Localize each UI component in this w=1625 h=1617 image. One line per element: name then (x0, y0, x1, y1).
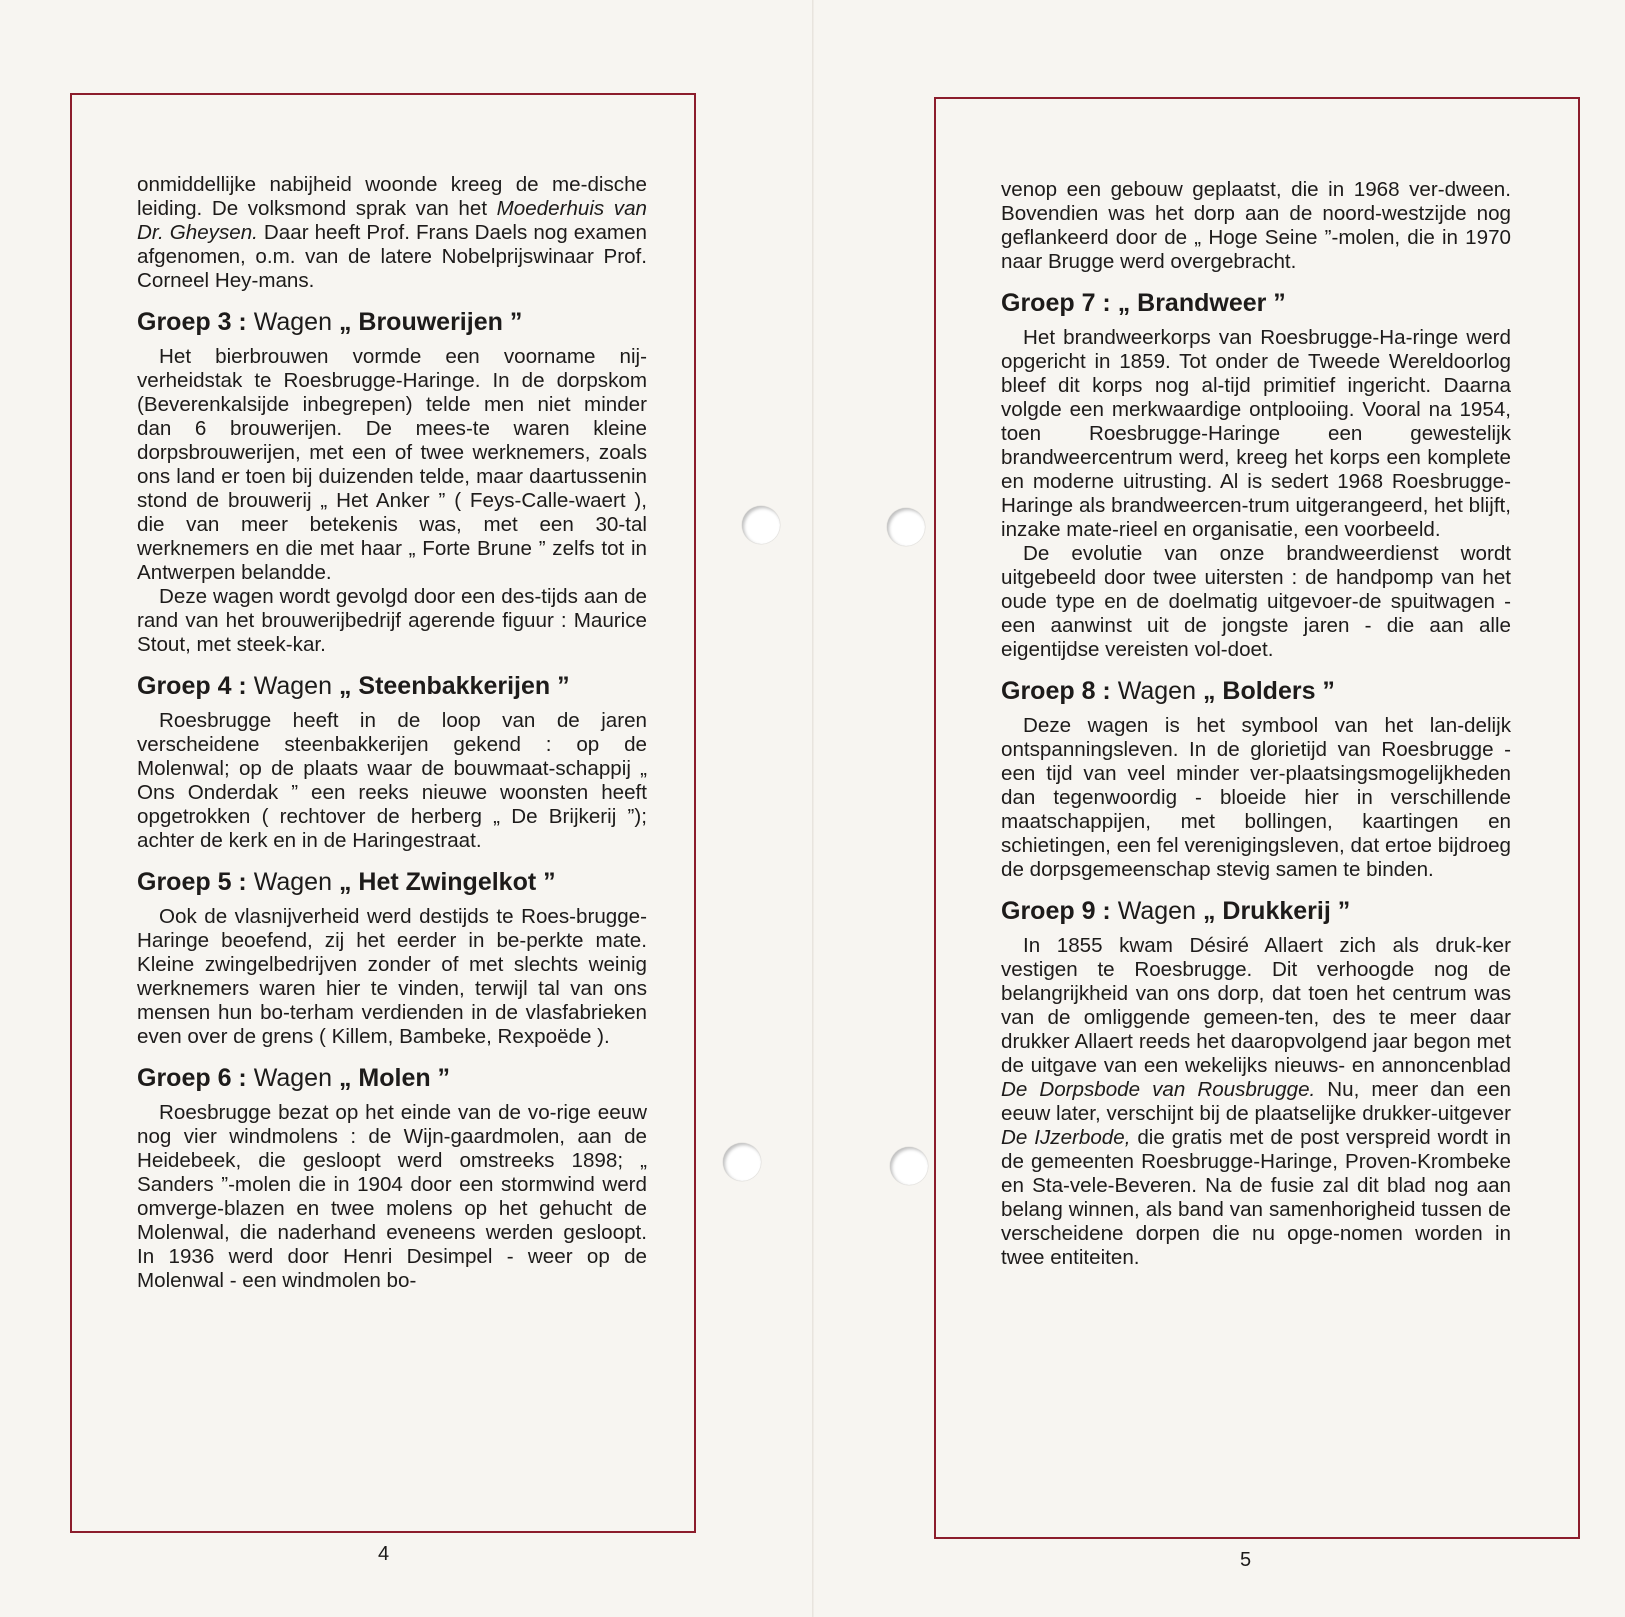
group-number: Groep 5 : (137, 868, 247, 896)
wagen-title: „ Brandweer ” (1117, 289, 1286, 317)
wagen-title: „ Drukkerij ” (1202, 897, 1351, 925)
wagen-label: Wagen (253, 1064, 332, 1092)
italic-text: De IJzerbode, (1001, 1126, 1131, 1149)
punch-hole (742, 506, 780, 544)
text-run: Het bierbrouwen vormde een voorname nij-verheidstak te Roesbrugge-Haringe. In de dorpskom (Beverenkalsijde inbegrepen) telde men niet minder dan 6 brouwerijen. De mees-te waren kleine dorpsbrouwerijen, met een of twee werknemers, zoals ons land er toen bij duizenden telde, maar daartussenin stond de brouwerij „ Het Anker ” ( Feys-Calle-waert ), die van meer betekenis was, met een 30-tal werknemers en die met haar „ Forte Brune ” zelfs tot in Antwerpen belandde. (137, 345, 647, 584)
body-paragraph (1001, 326, 1511, 542)
punch-hole (723, 1143, 761, 1181)
italic-text: Moederhuis van Dr. Gheysen. (137, 197, 648, 244)
section-heading (137, 307, 647, 337)
punch-hole (887, 508, 925, 546)
body-paragraph (1001, 178, 1511, 274)
wagen-label: Wagen (253, 308, 332, 336)
group-number: Groep 3 : (137, 308, 247, 336)
group-number: Groep 9 : (1001, 897, 1111, 925)
text-run: Daar heeft Prof. Frans Daels nog examen afgenomen, o.m. van de latere Nobelprijswinaar Prof. Corneel Hey-mans. (137, 221, 647, 292)
page-fold (812, 0, 814, 1617)
wagen-title: „ Het Zwingelkot ” (338, 868, 556, 896)
body-paragraph (137, 905, 647, 1049)
text-run: onmiddellijke nabijheid woonde kreeg de me-dische leiding. De volksmond sprak van het (137, 173, 647, 220)
page-number-left: 4 (378, 1543, 390, 1565)
section-heading (137, 867, 647, 897)
wagen-label: Wagen (1117, 677, 1196, 705)
text-run: Het brandweerkorps van Roesbrugge-Ha-ringe werd opgericht in 1859. Tot onder de Tweede Wereldoorlog bleef dit korps nog al-tijd primitief ingericht. Daarna volgde een merkwaardige ontplooiing. Vooral na 1954, toen Roesbrugge-Haringe een gewestelijk brandweercentrum werd, kreeg het korps een komplete en moderne uitrusting. Al is sedert 1968 Roesbrugge-Haringe als brandweercen-trum uitgerangeerd, het blijft, inzake mate-rieel en organisatie, een voorbeeld. (1001, 326, 1511, 541)
body-paragraph (137, 585, 647, 657)
wagen-title: „ Bolders ” (1202, 677, 1335, 705)
text-run: Ook de vlasnijverheid werd destijds te Roes-brugge-Haringe beoefend, zij het eerder in be-perkte mate. Kleine zwingelbedrijven zonder of met slechts weinig werknemers waren hier te vinden, terwijl tal van ons mensen hun bo-terham verdienden in de vlasfabrieken even over de grens ( Killem, Bambeke, Rexpoëde ). (137, 905, 647, 1048)
group-number: Groep 7 : (1001, 289, 1111, 317)
body-paragraph (137, 709, 647, 853)
section-heading (137, 671, 647, 701)
text-run: Deze wagen wordt gevolgd door een des-tijds aan de rand van het brouwerijbedrijf agerende figuur : Maurice Stout, met steek-kar. (137, 585, 647, 656)
wagen-title: „ Molen ” (338, 1064, 451, 1092)
text-run: die gratis met de post verspreid wordt in de gemeenten Roesbrugge-Haringe, Proven-Krombeke en Sta-vele-Beveren. Na de fusie zal dit blad nog aan belang winnen, als band van samenhorigheid tussen de verscheidene dorpen die nu opge-nomen worden in twee entiteiten. (1001, 1126, 1511, 1269)
page-number-right: 5 (1240, 1549, 1252, 1571)
body-paragraph (137, 173, 647, 293)
body-paragraph (1001, 542, 1511, 662)
text-run: Deze wagen is het symbool van het lan-delijk ontspanningsleven. In de glorietijd van Roesbrugge - een tijd van veel minder ver-plaatsingsmogelijkheden dan tegenwoordig - bloeide hier in verschillende maatschappijen, met bollingen, kaartingen en schietingen, een fel verenigingsleven, dat ertoe bijdroeg de dorpsgemeenschap stevig samen te binden. (1001, 714, 1511, 881)
body-paragraph (1001, 934, 1511, 1270)
body-paragraph (1001, 714, 1511, 882)
wagen-label: Wagen (1117, 897, 1196, 925)
text-run: De evolutie van onze brandweerdienst wordt uitgebeeld door twee uitersten : de handpomp van het oude type en de doelmatig uitgevoer-de spuitwagen - een aanwinst uit de jongste jaren - die aan alle eigentijdse vereisten vol-doet. (1001, 542, 1511, 661)
right-page-text (1001, 178, 1511, 1270)
group-number: Groep 4 : (137, 672, 247, 700)
section-heading (137, 1063, 647, 1093)
left-page-text (137, 173, 647, 1293)
group-number: Groep 8 : (1001, 677, 1111, 705)
text-run: Roesbrugge heeft in de loop van de jaren verscheidene steenbakkerijen gekend : op de Molenwal; op de plaats waar de bouwmaat-schappij „ Ons Onderdak ” een reeks nieuwe woonsten heeft opgetrokken ( rechtover de herberg „ De Brijkerij ”); achter de kerk en in de Haringestraat. (137, 709, 647, 852)
wagen-title: „ Steenbakkerijen ” (338, 672, 570, 700)
text-run: Roesbrugge bezat op het einde van de vo-rige eeuw nog vier windmolens : de Wijn-gaardmolen, aan de Heidebeek, die gesloopt werd omstreeks 1898; „ Sanders ”-molen die in 1904 door een stormwind werd omverge-blazen en twee molens op het gehucht de Molenwal, die naderhand eveneens werden gesloopt. In 1936 werd door Henri Desimpel - weer op de Molenwal - een windmolen bo- (137, 1101, 647, 1292)
section-heading (1001, 896, 1511, 926)
text-run: Nu, meer dan een eeuw later, verschijnt bij de plaatselijke drukker-uitgever (1001, 1078, 1511, 1125)
body-paragraph (137, 1101, 647, 1293)
wagen-label: Wagen (253, 868, 332, 896)
punch-hole (890, 1147, 928, 1185)
body-paragraph (137, 345, 647, 585)
section-heading (1001, 676, 1511, 706)
text-run: In 1855 kwam Désiré Allaert zich als druk-ker vestigen te Roesbrugge. Dit verhoogde nog de belangrijkheid van ons dorp, dat toen het centrum was van de omliggende gemeen-ten, des te meer daar drukker Allaert reeds het daaropvolgend jaar begon met de uitgave van een wekelijks nieuws- en annoncenblad (1001, 934, 1511, 1077)
italic-text: De Dorpsbode van Rousbrugge. (1001, 1078, 1316, 1101)
group-number: Groep 6 : (137, 1064, 247, 1092)
section-heading (1001, 288, 1511, 318)
wagen-title: „ Brouwerijen ” (338, 308, 523, 336)
text-run: venop een gebouw geplaatst, die in 1968 ver-dween. Bovendien was het dorp aan de noord-westzijde nog geflankeerd door de „ Hoge Seine ”-molen, die in 1970 naar Brugge werd overgebracht. (1001, 178, 1511, 273)
wagen-label: Wagen (253, 672, 332, 700)
